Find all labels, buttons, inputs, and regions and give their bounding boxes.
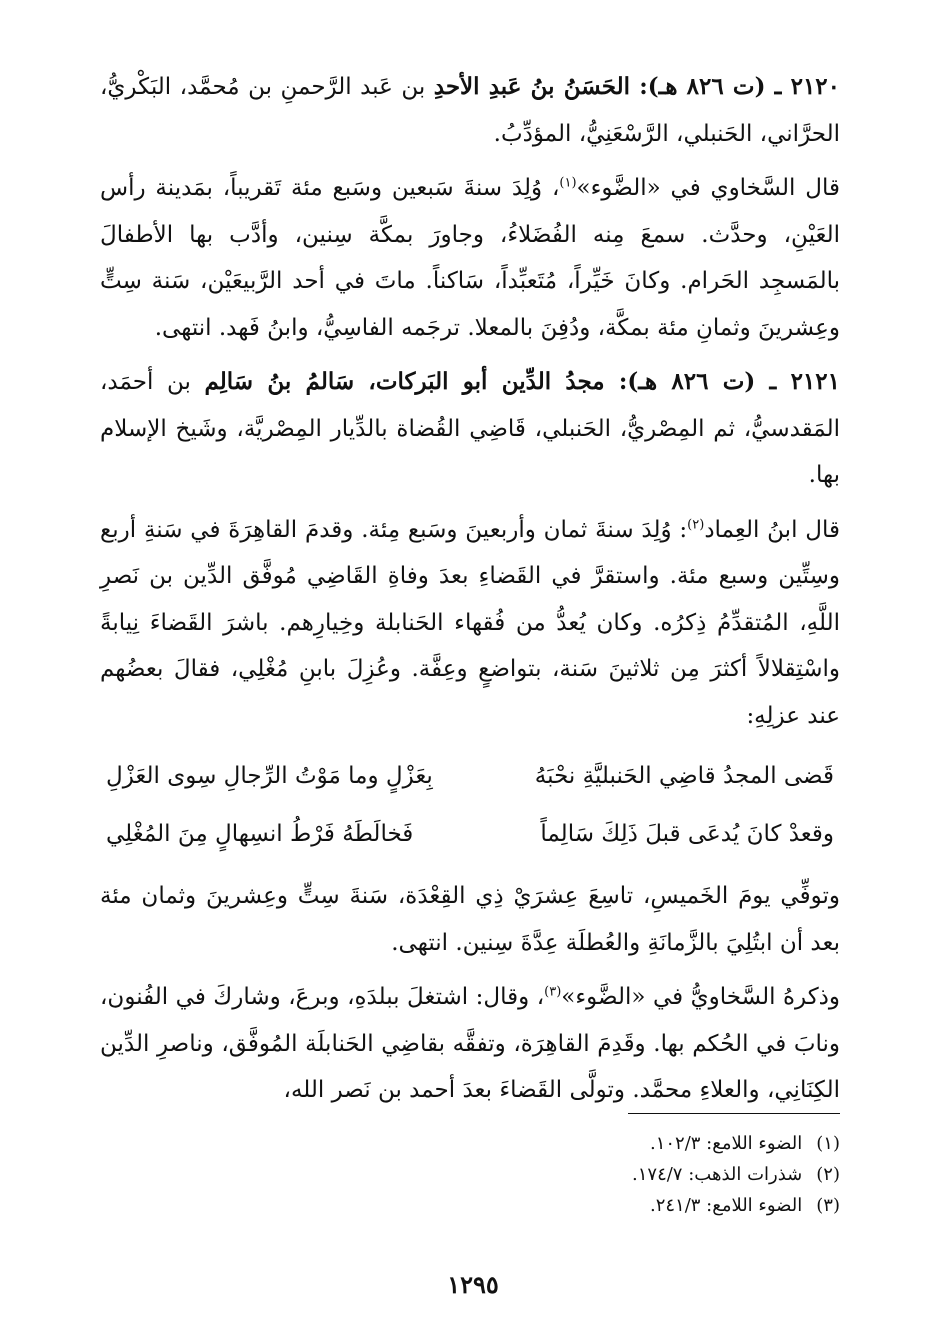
footnote-2: [420, 1159, 840, 1190]
footnote-ref-2[interactable]: (٢): [687, 516, 705, 532]
entry-2121: [100, 359, 840, 499]
entry-2120: [100, 64, 840, 157]
sakhawi-quote-1: [100, 165, 840, 351]
ibn-imad-quote: [100, 507, 840, 740]
verse-first-hemistich: وقعدْ كانَ يُدعَى قبلَ ذَلِكَ سَالِماً: [540, 820, 834, 847]
sakhawi-quote-2: [100, 974, 840, 1114]
quote-text: قال السَّخاوي في «الضَّوء»: [576, 175, 841, 201]
footnote-number: (٢): [816, 1164, 840, 1185]
footnote-ref-1[interactable]: (١): [559, 175, 577, 191]
footnote-number: (١): [816, 1133, 840, 1154]
quote-text-rest: ، وقال: اشتغلَ ببلدَهِ، وبرعَ، وشاركَ في الفُنون، ونابَ في الحُكم بها. وقَدِمَ القاهِرَة، وتفقَّه بقاضِي الحَنابلَة المُوفَّق، وناصرِ الدِّين الكِنَانِي، والعلاءِ محمَّد. وتولَّى القَضاءَ بعدَ أحمد بن نَصر الله،: [100, 984, 840, 1103]
entry-text: بن عَبد الرَّحمنِ بن مُحمَّد، البَكْريُّ، الحرَّاني، الحَنبلي، الرَّسْعَنِيُّ، المؤدِّبُ.: [100, 74, 840, 147]
poem: [100, 747, 840, 863]
footnote-number: (٣): [816, 1195, 840, 1216]
entry-text: بن أحمَد، المَقدسيُّ، ثم المِصْريُّ، الحَنبلي، قَاضِي القُضاة بالدِّيار المِصْريَّة، وشَيخ الإسلام بها.: [100, 369, 840, 488]
verse-second-hemistich: فَخالَطَهُ فَرْطُ انسِهالٍ مِنَ المُغْلِي: [106, 820, 414, 847]
quote-text: قال ابنُ العِماد: [704, 516, 840, 543]
footnote-text: شذرات الذهب: ١٧٤/٧.: [632, 1164, 803, 1185]
main-text: [100, 64, 840, 1122]
verse-second-hemistich: بِعَزْلٍ وما مَوْتُ الرِّجالِ سِوى العَزْلِ: [106, 762, 433, 789]
footnote-3: [420, 1190, 840, 1221]
footnote-divider: [628, 1113, 840, 1114]
poem-verse: [100, 805, 840, 863]
quote-text: وذكرهُ السَّخاويُّ في «الضَّوء»: [561, 984, 841, 1010]
poem-verse: [100, 747, 840, 805]
death-note: وتوفِّي يومَ الخَميسِ، تاسِعَ عِشرَيْ ذِي القِعْدَة، سَنةَ سِتٍّ وعِشرينَ وثمان مئة بعد أن ابتُلِيَ بالزَّمانَةِ والعُطلَة عِدَّةَ سِنين. انتهى.: [100, 883, 840, 956]
entry-heading: ٢١٢٠ ـ (ت ٨٢٦ هـ): الحَسَنُ بنُ عَبدِ الأحدِ: [433, 73, 841, 100]
page-number: ١٢٩٥: [447, 1270, 499, 1299]
quote-text-rest: ، وُلِدَ سنةَ سَبعين وسَبع مئة تَقريباً، بمَدينة رأس العَيْنِ، وحدَّث. سمعَ مِنه الفُضَلاءُ، وجاورَ بمكَّة سِنين، وأدَّب بها الأطفالَ بالمَسجِد الحَرام. وكانَ خَيِّراً، مُتَعبِّداً، سَاكناً. ماتَ في أحد الرَّبيعَيْن، سَنة سِتٍّ وعِشرينَ وثمانِ مئة بمكَّة، ودُفِنَ بالمعلا. ترجَمه الفاسِيُّ، وابنُ فَهد. انتهى.: [100, 175, 840, 341]
footnote-1: [420, 1128, 840, 1159]
verse-first-hemistich: قَضى المجدُ قاضِي الحَنبليَّةِ نحْبَهُ: [534, 762, 834, 789]
entry-heading: ٢١٢١ ـ (ت ٨٢٦ هـ): مجدُ الدِّين أبو البَركات، سَالمُ بنُ سَالِم: [204, 368, 840, 395]
footnote-ref-3[interactable]: (٣): [544, 984, 562, 1000]
footnotes: [420, 1128, 840, 1221]
footnote-text: الضوء اللامع: ١٠٢/٣.: [649, 1133, 803, 1154]
footnote-text: الضوء اللامع: ٢٤١/٣.: [649, 1195, 803, 1216]
quote-text-rest: : وُلِدَ سنةَ ثمان وأربعينَ وسَبع مِئة. وقدمَ القاهِرَةَ في سَنةِ أربع وسِتِّين وسبع مئة. واستقرَّ في القَضاءِ بعدَ وفاةِ القَاضِي مُوفَّق الدِّين بن نَصرِ اللَّهِ، المُتقدِّمُ ذِكرُه. وكان يُعدُّ من فُقهاء الحَنابلة وخِيارِهم. باشرَ القَضاءَ نِيابةً واسْتِقلالاً أكثرَ مِن ثلاثينَ سَنة، بتواضعٍ وعِفَّة. وعُزِلَ بابنِ مُغْلِي، فقالَ بعضُهم عند عزلِهِ:: [100, 516, 840, 729]
